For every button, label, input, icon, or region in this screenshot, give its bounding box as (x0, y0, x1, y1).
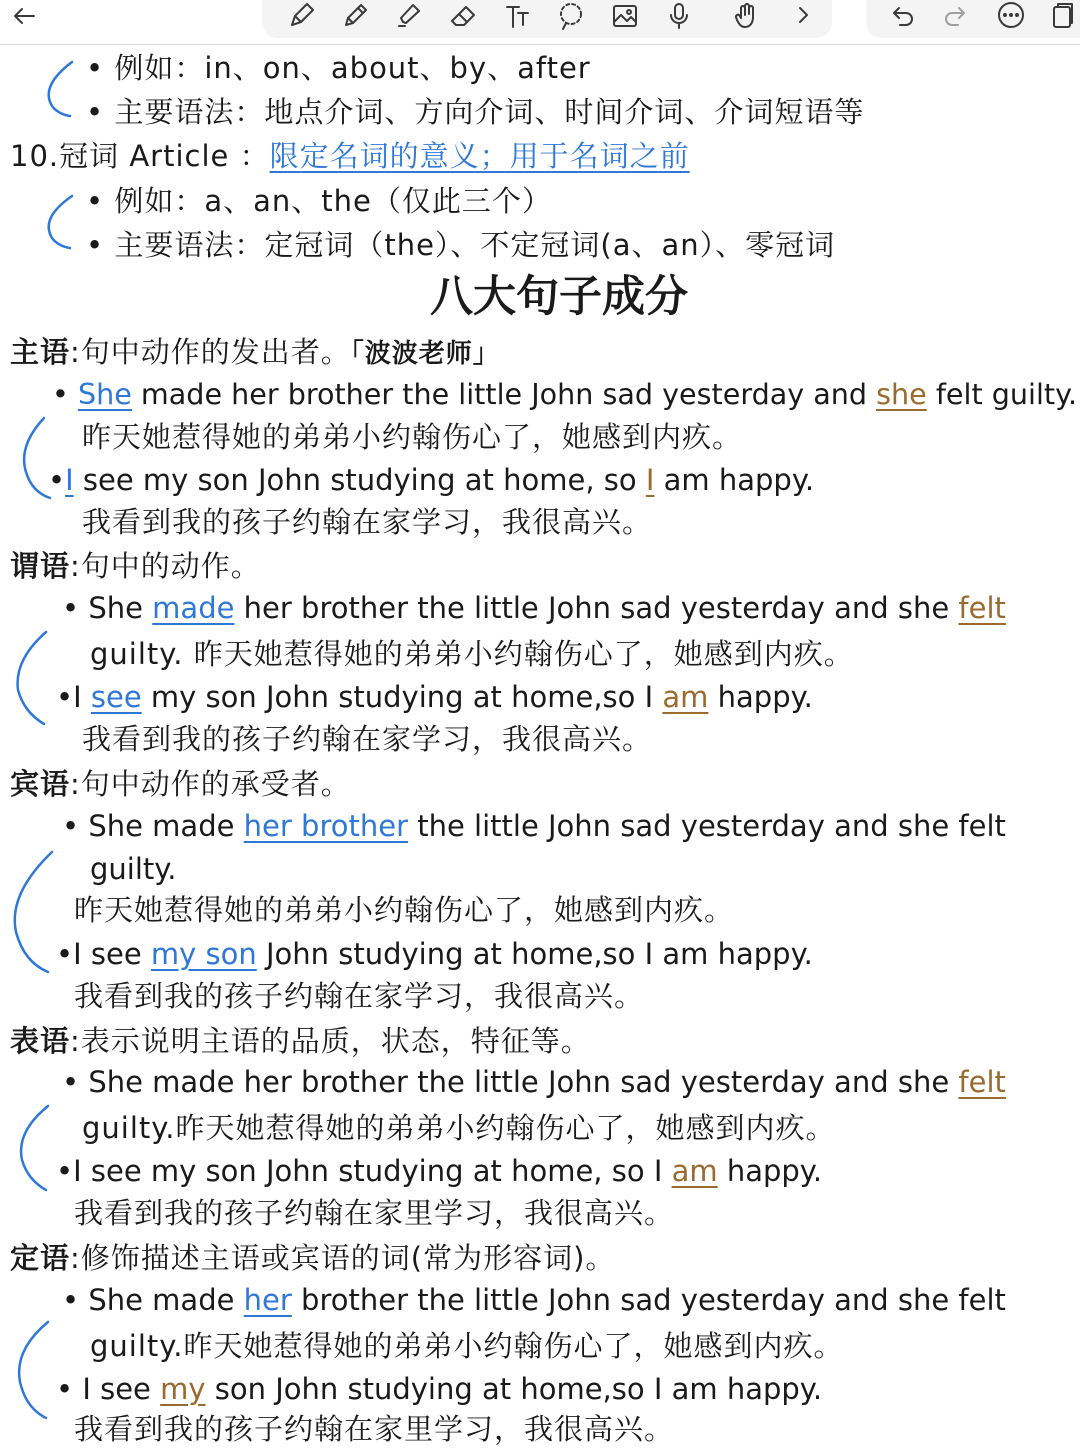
attributive-definition-line (10, 1239, 615, 1277)
sentence-text: • She made (62, 1283, 244, 1317)
sentence-text: am happy. (654, 463, 815, 497)
attributive-definition: :修饰描述主语或宾语的词(常为形容词)。 (70, 1241, 616, 1275)
subject-sentence-1 (52, 375, 1077, 413)
object-sentence-2 (56, 935, 813, 973)
brace-subject (24, 418, 50, 498)
sentence-text: happy. (717, 1154, 823, 1188)
sentence-text: • I see (56, 1372, 161, 1406)
predicative-definition-line (10, 1022, 591, 1060)
predicative-definition: :表示说明主语的品质，状态，特征等。 (70, 1024, 591, 1058)
sentence-text: John studying at home,so I am happy. (256, 937, 813, 971)
object-definition-line (10, 765, 351, 803)
attributive-translation-2: 我看到我的孩子约翰在家里学习，我很高兴。 (74, 1412, 675, 1446)
article-grammar-line: • 主要语法：定冠词（the）、不定冠词(a、an）、零冠词 (86, 228, 836, 262)
subject-translation-2: 我看到我的孩子约翰在家学习，我很高兴。 (82, 505, 653, 539)
highlight-predicate: made (152, 591, 235, 625)
highlight-object: my son (150, 937, 257, 971)
attributive-sentence-1-cont: guilty.昨天她惹得她的弟弟小约翰伤心了，她感到内疚。 (90, 1329, 844, 1363)
highlight-predicate: see (90, 680, 142, 714)
sentence-text: the little John sad yesterday and she felt (408, 809, 1006, 843)
sentence-text: felt guilty. (926, 377, 1078, 411)
brace-attributive (19, 1322, 48, 1418)
sentence-text: her brother the little John sad yesterday and she (234, 591, 959, 625)
object-sentence-1-cont: guilty. (90, 852, 177, 886)
sentence-text: •I see my son John studying at home, so I (56, 1154, 672, 1188)
article-title: 10.冠词 Article ： (10, 139, 270, 173)
sentence-text: happy. (708, 680, 813, 714)
predicate-sentence-1-cont: guilty. 昨天她惹得她的弟弟小约翰伤心了，她感到内疚。 (90, 637, 854, 671)
sentence-text: my son John studying at home,so I (141, 680, 663, 714)
article-title-line (10, 137, 690, 175)
bullet: • (48, 463, 66, 497)
highlight-subject: I (65, 463, 74, 497)
subject-definition: :句中动作的发出者。 (70, 335, 351, 369)
highlight-subject: I (645, 463, 655, 497)
subject-translation-1: 昨天她惹得她的弟弟小约翰伤心了，她感到内疚。 (82, 420, 743, 454)
sentence-text: • She made her brother the little John sad yesterday and she (62, 1065, 959, 1099)
prep-grammar-line: • 主要语法：地点介词、方向介词、时间介词、介词短语等 (86, 95, 865, 129)
predicative-sentence-1-cont: guilty.昨天她惹得她的弟弟小约翰伤心了，她感到内疚。 (82, 1111, 836, 1145)
attributive-label: 定语 (10, 1241, 71, 1275)
attributive-sentence-1 (62, 1281, 1006, 1319)
predicate-sentence-1 (62, 589, 1006, 627)
highlight-predicate: am (662, 680, 709, 714)
object-sentence-1 (62, 807, 1006, 845)
sentence-text: brother the little John sad yesterday and she felt (291, 1283, 1006, 1317)
sentence-text: •I (56, 680, 91, 714)
object-translation-2: 我看到我的孩子约翰在家学习，我很高兴。 (74, 979, 645, 1013)
highlight-predicative: am (671, 1154, 718, 1188)
brace-predicative (21, 1106, 48, 1190)
object-label: 宾语 (10, 767, 71, 801)
highlight-attributive: my (160, 1372, 206, 1406)
object-definition: :句中动作的承受者。 (70, 767, 351, 801)
predicative-label: 表语 (10, 1024, 71, 1058)
sentence-text: made her brother the little John sad yesterday and (131, 377, 877, 411)
highlight-subject: She (77, 377, 132, 411)
attributive-sentence-2 (56, 1370, 822, 1408)
sentence-text: •I see (56, 937, 151, 971)
predicate-definition-line (10, 547, 261, 585)
predicate-label: 谓语 (10, 549, 71, 583)
highlight-attributive: her (243, 1283, 292, 1317)
predicative-sentence-2 (56, 1152, 822, 1190)
article-definition-link[interactable]: 限定名词的意义；用于名词之前 (269, 139, 690, 173)
article-example-line: • 例如：a、an、the（仅此三个） (86, 184, 552, 218)
predicate-sentence-2 (56, 678, 813, 716)
page-heading: 八大句子成分 (430, 272, 688, 322)
sentence-text: • She (62, 591, 153, 625)
brace-article (49, 196, 72, 248)
highlight-subject: she (876, 377, 927, 411)
subject-label: 主语 (10, 335, 71, 369)
highlight-predicative: felt (958, 1065, 1006, 1099)
sentence-text: son John studying at home,so I am happy. (205, 1372, 823, 1406)
predicative-sentence-1 (62, 1063, 1006, 1101)
predicate-definition: :句中的动作。 (70, 549, 261, 583)
object-translation-1: 昨天她惹得她的弟弟小约翰伤心了，她感到内疚。 (74, 893, 735, 927)
prep-example-line: • 例如：in、on、about、by、after (86, 51, 591, 85)
brace-prep (49, 62, 72, 116)
subject-definition-line (10, 333, 500, 373)
brace-predicate (18, 632, 46, 724)
bullet: • (52, 377, 78, 411)
subject-sentence-2 (48, 461, 814, 499)
sentence-text: • She made (62, 809, 244, 843)
highlight-predicate: felt (958, 591, 1006, 625)
highlight-object: her brother (243, 809, 408, 843)
credit-text: 「波波老师」 (350, 339, 500, 369)
sentence-text: see my son John studying at home, so (73, 463, 646, 497)
predicative-translation-2: 我看到我的孩子约翰在家里学习，我很高兴。 (74, 1196, 675, 1230)
brace-object (15, 852, 52, 972)
predicate-translation-2: 我看到我的孩子约翰在家学习，我很高兴。 (82, 722, 653, 756)
